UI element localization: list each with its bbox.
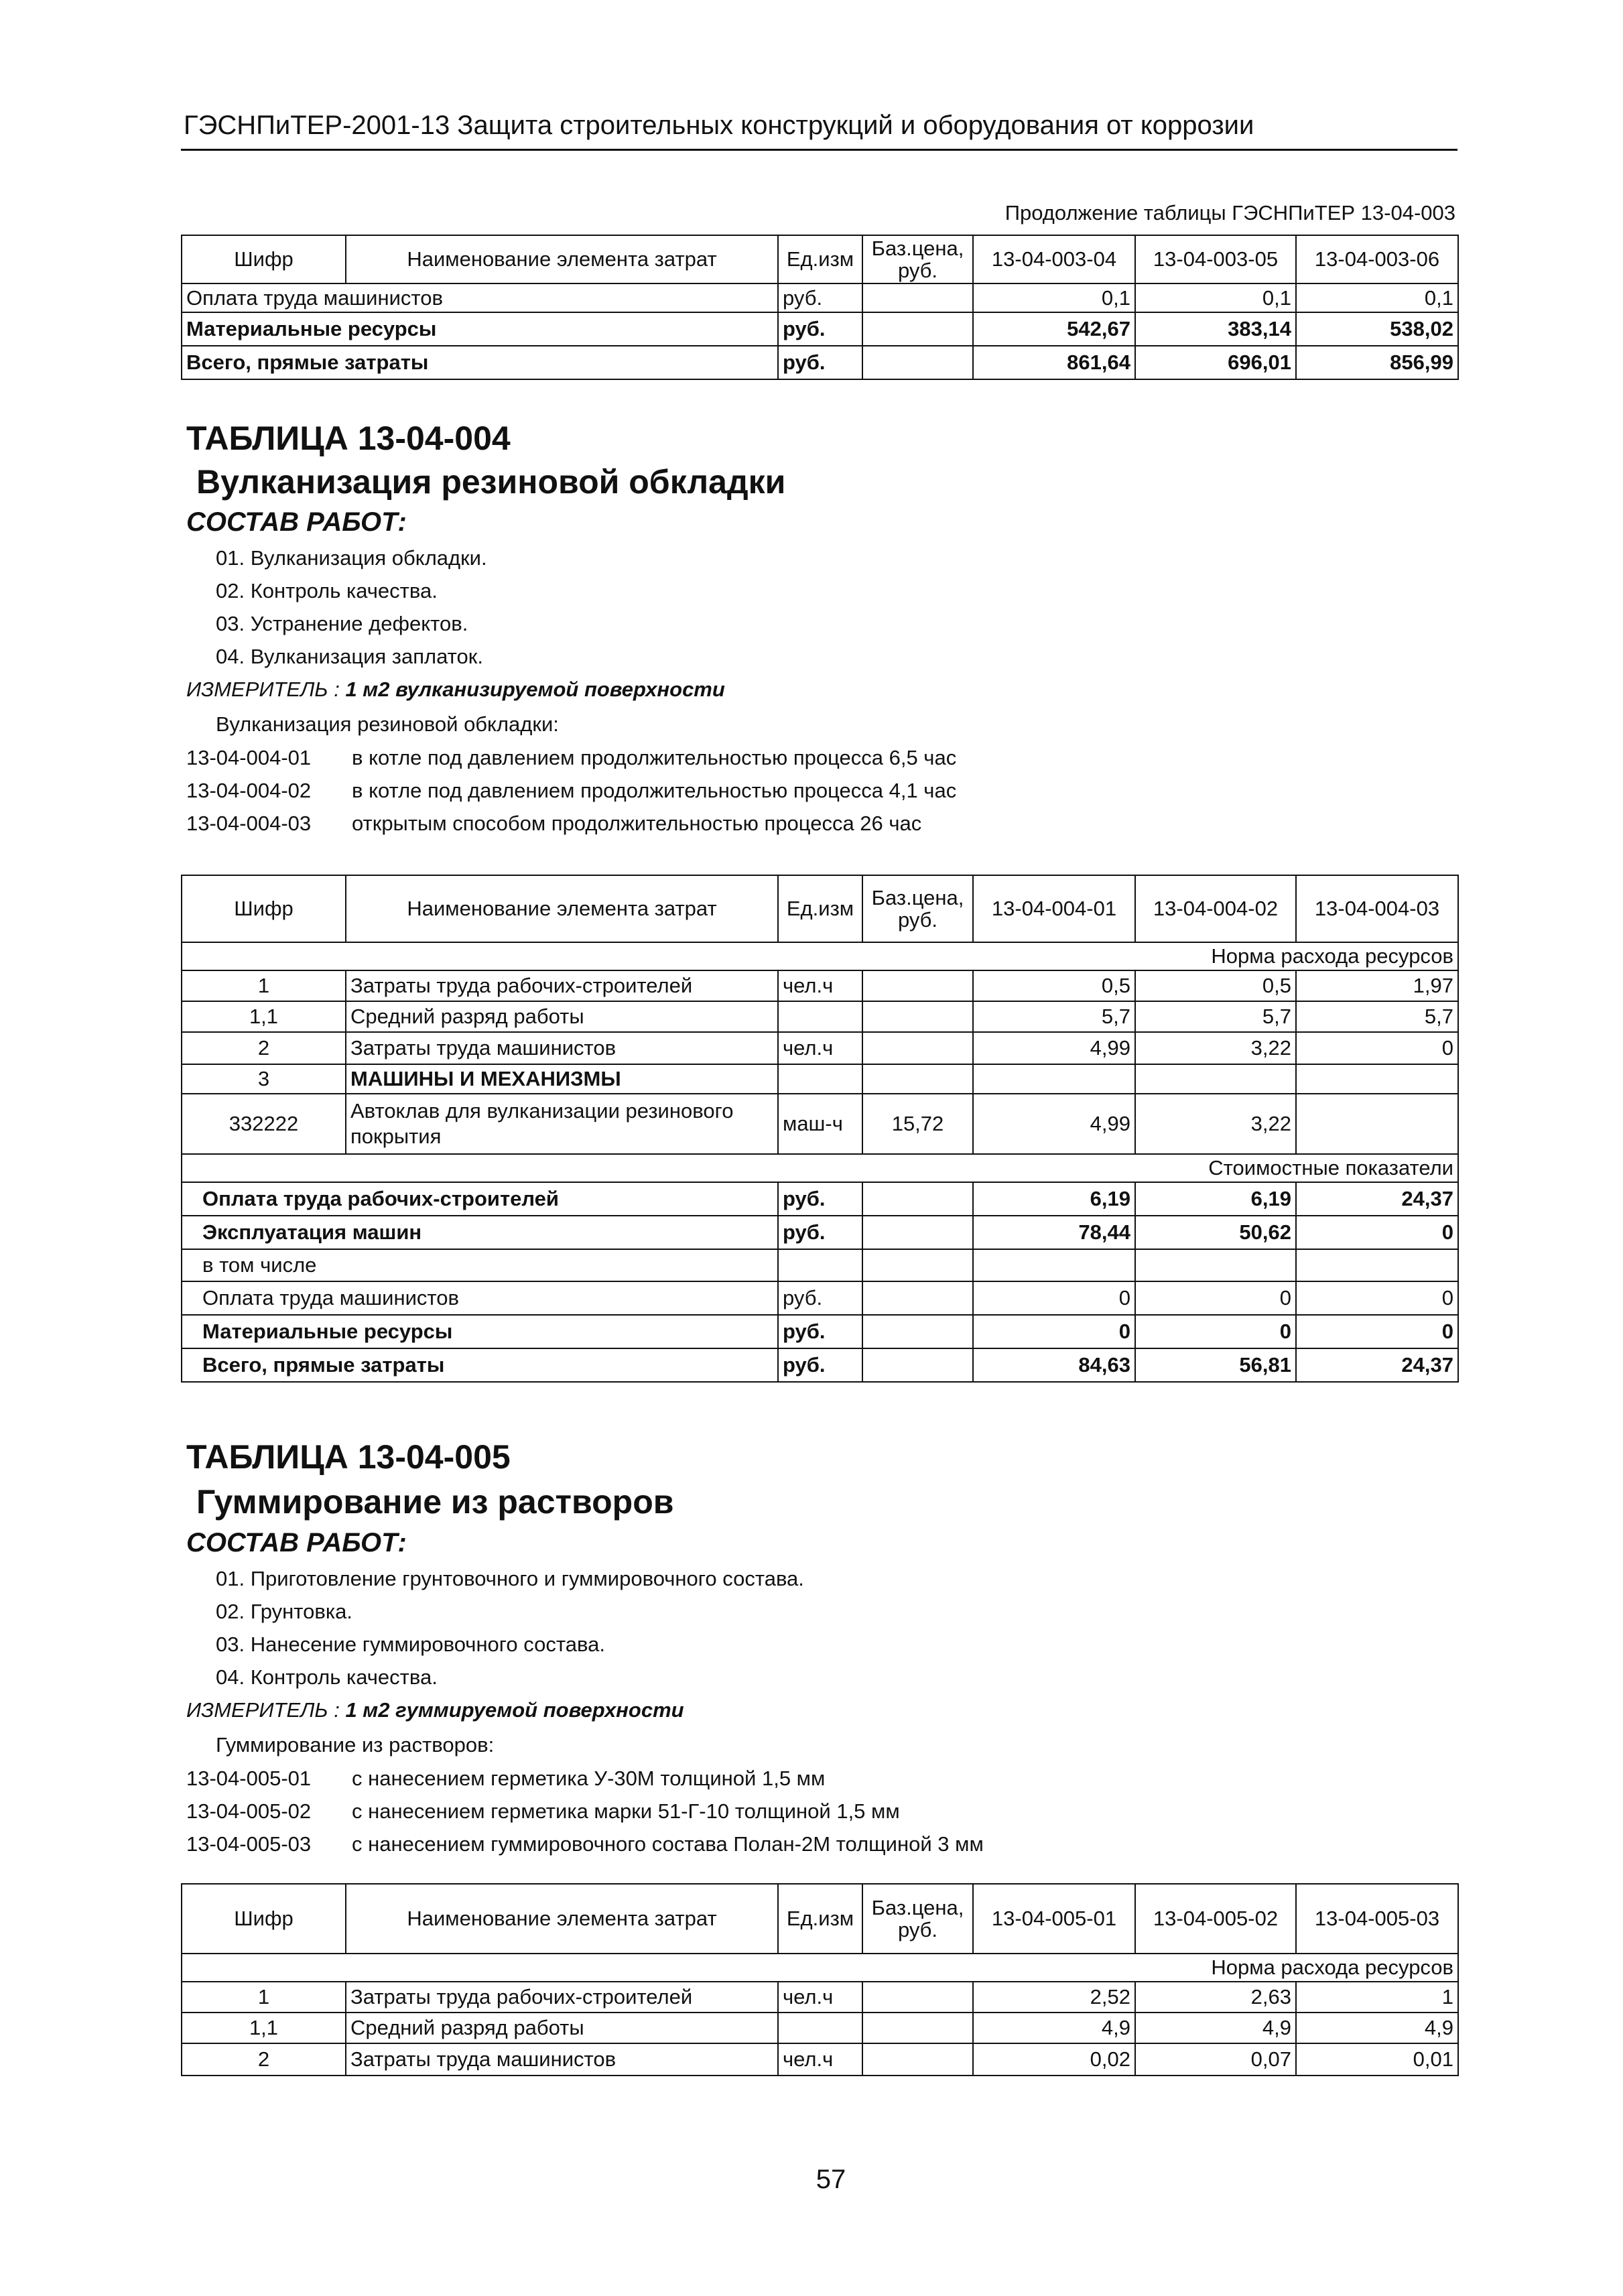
cost-v1: 0 [973,1281,1135,1315]
row-code: 1 [182,1982,346,2013]
table-004-composition-head: СОСТАВ РАБОТ: [186,507,407,537]
col-header-v3: 13-04-003-06 [1296,235,1458,283]
cost-unit: руб. [778,1182,862,1216]
row-v1: 5,7 [973,1001,1135,1032]
col-header-v2: 13-04-005-02 [1135,1884,1296,1954]
cost-name: Оплата труда машинистов [182,1281,778,1315]
row-unit: чел.ч [778,1032,862,1064]
code-number: 13-04-004-03 [186,812,312,835]
row-unit [778,2013,862,2043]
table-row [182,2043,1458,2076]
col-header-v2: 13-04-003-05 [1135,235,1296,283]
cost-v3: 538,02 [1296,312,1458,346]
code-number: 13-04-004-01 [186,746,312,769]
cost-v1 [973,1249,1135,1281]
col-header-code: Шифр [182,1884,346,1954]
code-description: открытым способом продолжительностью процесса 26 час [352,812,922,835]
step-item: 01. Приготовление грунтовочного и гуммировочного состава. [216,1567,804,1590]
col-header-unit: Ед.изм [778,875,862,942]
row-v1: 4,99 [973,1032,1135,1064]
row-v3: 5,7 [1296,1001,1458,1032]
row-v3 [1296,1064,1458,1094]
row-v3 [1296,1094,1458,1154]
row-unit [778,1064,862,1094]
row-price [862,1982,973,2013]
row-name: Затраты труда рабочих-строителей [346,1982,778,2013]
row-v1: 2,52 [973,1982,1135,2013]
row-code: 1 [182,970,346,1001]
cost-unit: руб. [778,1315,862,1348]
table-row [182,1348,1458,1382]
row-v1 [973,1064,1135,1094]
table-004-title: ТАБЛИЦА 13-04-004 [186,420,511,457]
row-name: Затраты труда рабочих-строителей [346,970,778,1001]
table-005-intro: Гуммирование из растворов: [216,1733,495,1757]
cost-unit: руб. [778,283,862,312]
norm-label: Норма расхода ресурсов [182,942,1458,970]
row-code: 1,1 [182,2013,346,2043]
row-name: МАШИНЫ И МЕХАНИЗМЫ [346,1064,778,1094]
code-description: в котле под давлением продолжительностью процесса 4,1 час [352,779,957,802]
code-number: 13-04-005-03 [186,1832,312,1856]
cost-v2: 56,81 [1135,1348,1296,1382]
col-header-name: Наименование элемента затрат [346,875,778,942]
table-row [182,312,1458,346]
table-005-subtitle: Гуммирование из растворов [196,1483,674,1521]
col-header-unit: Ед.изм [778,235,862,283]
cost-v2: 50,62 [1135,1216,1296,1249]
row-v1: 4,9 [973,2013,1135,2043]
row-v2 [1135,1064,1296,1094]
row-v1: 4,99 [973,1094,1135,1154]
cost-name: Материальные ресурсы [182,312,778,346]
table-004 [181,875,1459,1383]
table-row [182,1281,1458,1315]
row-price [862,970,973,1001]
running-header: ГЭСНПиТЕР-2001-13 Защита строительных конструкций и оборудования от коррозии [184,111,1254,140]
meter-value: 1 м2 гуммируемой поверхности [345,1698,684,1722]
cost-v3: 0,1 [1296,283,1458,312]
table-005-composition-head: СОСТАВ РАБОТ: [186,1528,407,1557]
row-unit: чел.ч [778,1982,862,2013]
meter-label: ИЗМЕРИТЕЛЬ : [186,1698,340,1722]
header-rule [181,149,1457,151]
cost-name: Оплата труда рабочих-строителей [182,1182,778,1216]
code-description: с нанесением гуммировочного состава Полан-2М толщиной 3 мм [352,1832,984,1856]
table-004-intro: Вулканизация резиновой обкладки: [216,712,559,736]
cost-price [862,1249,973,1281]
cost-v3: 24,37 [1296,1182,1458,1216]
table-005 [181,1883,1459,2076]
col-header-v3: 13-04-004-03 [1296,875,1458,942]
table-row [182,346,1458,379]
row-name: Средний разряд работы [346,2013,778,2043]
row-v1: 0,5 [973,970,1135,1001]
col-header-v1: 13-04-003-04 [973,235,1135,283]
table-row [182,1216,1458,1249]
row-code: 3 [182,1064,346,1094]
table-row [182,1064,1458,1094]
cost-price [862,283,973,312]
step-item: 03. Устранение дефектов. [216,612,468,635]
row-v2: 3,22 [1135,1032,1296,1064]
cost-label: Стоимостные показатели [182,1154,1458,1182]
row-name: Затраты труда машинистов [346,1032,778,1064]
table-row [182,2013,1458,2043]
code-description: с нанесением герметика марки 51-Г-10 толщиной 1,5 мм [352,1799,900,1823]
cost-price [862,312,973,346]
col-header-price: Баз.цена, руб. [862,875,973,942]
row-code: 2 [182,1032,346,1064]
row-code: 332222 [182,1094,346,1154]
row-v3: 1 [1296,1982,1458,2013]
row-v1: 0,02 [973,2043,1135,2076]
cost-v1: 861,64 [973,346,1135,379]
table-row [182,970,1458,1001]
table-row [182,1182,1458,1216]
row-v2: 5,7 [1135,1001,1296,1032]
cost-v1: 0 [973,1315,1135,1348]
col-header-price: Баз.цена, руб. [862,235,973,283]
cost-v3: 0 [1296,1216,1458,1249]
cost-v3: 856,99 [1296,346,1458,379]
cost-name: Эксплуатация машин [182,1216,778,1249]
cost-name: в том числе [182,1249,778,1281]
row-price [862,2013,973,2043]
step-item: 02. Контроль качества. [216,579,438,602]
row-v2: 4,9 [1135,2013,1296,2043]
col-header-code: Шифр [182,875,346,942]
cost-price [862,1216,973,1249]
cost-price [862,1281,973,1315]
row-unit [778,1001,862,1032]
cost-v1: 84,63 [973,1348,1135,1382]
cost-unit: руб. [778,312,862,346]
col-header-v1: 13-04-004-01 [973,875,1135,942]
row-unit: чел.ч [778,2043,862,2076]
col-header-v2: 13-04-004-02 [1135,875,1296,942]
cost-name: Оплата труда машинистов [182,283,778,312]
code-description: с нанесением герметика У-30М толщиной 1,5 мм [352,1767,826,1790]
cost-price [862,1182,973,1216]
row-v2: 2,63 [1135,1982,1296,2013]
cost-v2: 0 [1135,1281,1296,1315]
table-row [182,1982,1458,2013]
row-v3: 0 [1296,1032,1458,1064]
code-number: 13-04-005-02 [186,1799,312,1823]
col-header-name: Наименование элемента затрат [346,235,778,283]
row-code: 1,1 [182,1001,346,1032]
row-price: 15,72 [862,1094,973,1154]
cost-price [862,346,973,379]
table-004-meter [186,678,725,702]
cost-v3: 0 [1296,1315,1458,1348]
row-name: Затраты труда машинистов [346,2043,778,2076]
continuation-caption: Продолжение таблицы ГЭСНПиТЕР 13-04-003 [1004,201,1455,225]
cost-unit [778,1249,862,1281]
table-row [182,1315,1458,1348]
table-row [182,283,1458,312]
step-item: 04. Вулканизация заплаток. [216,645,483,668]
table-005-meter [186,1698,684,1722]
cost-name: Материальные ресурсы [182,1315,778,1348]
row-code: 2 [182,2043,346,2076]
table-004-subtitle: Вулканизация резиновой обкладки [196,463,786,501]
table-row [182,1032,1458,1064]
cost-price [862,1348,973,1382]
row-price [862,1064,973,1094]
col-header-v1: 13-04-005-01 [973,1884,1135,1954]
table-row [182,1094,1458,1154]
cost-v2: 383,14 [1135,312,1296,346]
col-header-price: Баз.цена, руб. [862,1884,973,1954]
code-number: 13-04-004-02 [186,779,312,802]
page-number: 57 [816,2165,846,2194]
row-v2: 0,5 [1135,970,1296,1001]
col-header-v3: 13-04-005-03 [1296,1884,1458,1954]
table-row [182,1249,1458,1281]
cost-v2 [1135,1249,1296,1281]
col-header-code: Шифр [182,235,346,283]
step-item: 04. Контроль качества. [216,1665,438,1689]
row-price [862,1001,973,1032]
cost-v2: 696,01 [1135,346,1296,379]
row-v3: 0,01 [1296,2043,1458,2076]
cost-v2: 6,19 [1135,1182,1296,1216]
row-name: Средний разряд работы [346,1001,778,1032]
meter-label: ИЗМЕРИТЕЛЬ : [186,678,340,701]
cost-unit: руб. [778,1348,862,1382]
cost-v1: 542,67 [973,312,1135,346]
table-005-title: ТАБЛИЦА 13-04-005 [186,1438,511,1476]
row-unit: чел.ч [778,970,862,1001]
step-item: 01. Вулканизация обкладки. [216,546,487,570]
col-header-unit: Ед.изм [778,1884,862,1954]
row-v2: 0,07 [1135,2043,1296,2076]
row-unit: маш-ч [778,1094,862,1154]
cost-unit: руб. [778,1281,862,1315]
cost-v3: 24,37 [1296,1348,1458,1382]
cost-v3: 0 [1296,1281,1458,1315]
row-v2: 3,22 [1135,1094,1296,1154]
step-item: 03. Нанесение гуммировочного состава. [216,1633,605,1656]
cost-v2: 0 [1135,1315,1296,1348]
cost-v1: 6,19 [973,1182,1135,1216]
table-row [182,1001,1458,1032]
cost-name: Всего, прямые затраты [182,1348,778,1382]
cost-v1: 0,1 [973,283,1135,312]
continuation-table [181,235,1459,380]
row-v3: 4,9 [1296,2013,1458,2043]
cost-price [862,1315,973,1348]
cost-unit: руб. [778,1216,862,1249]
cost-v3 [1296,1249,1458,1281]
col-header-name: Наименование элемента затрат [346,1884,778,1954]
cost-v1: 78,44 [973,1216,1135,1249]
row-price [862,1032,973,1064]
code-number: 13-04-005-01 [186,1767,312,1790]
cost-v2: 0,1 [1135,283,1296,312]
cost-unit: руб. [778,346,862,379]
row-name: Автоклав для вулканизации резинового покрытия [346,1094,778,1154]
meter-value: 1 м2 вулканизируемой поверхности [345,678,725,701]
row-price [862,2043,973,2076]
norm-label: Норма расхода ресурсов [182,1954,1458,1982]
row-v3: 1,97 [1296,970,1458,1001]
step-item: 02. Грунтовка. [216,1600,352,1623]
code-description: в котле под давлением продолжительностью процесса 6,5 час [352,746,957,769]
cost-name: Всего, прямые затраты [182,346,778,379]
